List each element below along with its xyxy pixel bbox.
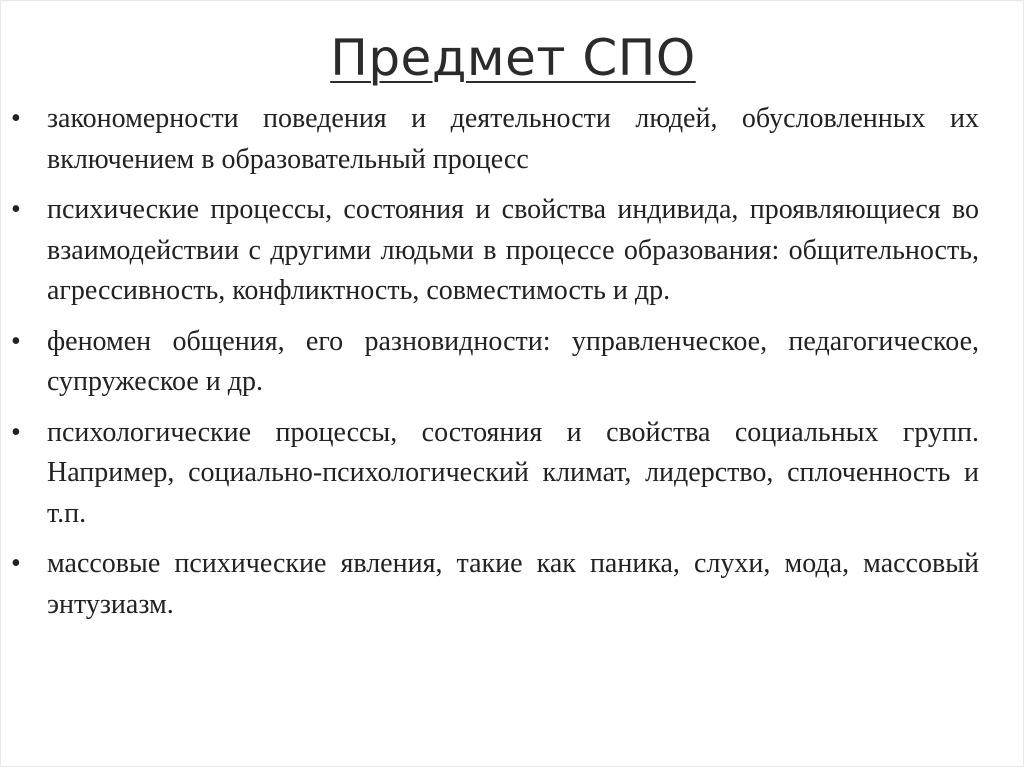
list-item — [11, 99, 979, 180]
bullet-icon: • — [11, 194, 21, 225]
list-item — [11, 190, 979, 312]
bullet-icon: • — [11, 325, 21, 357]
list-item-text: психологические процессы, состояния и свойства социальных групп. Например, социально-психологический климат, лидерство, сплоченность и т.п. — [47, 416, 979, 529]
list-item-text: массовые психические явления, такие как паника, слухи, мода, массовый энтузиазм. — [47, 548, 979, 620]
list-item-text: феномен общения, его разновидности: управленческое, педагогическое, супружеское и др. — [47, 325, 979, 397]
bullet-icon: • — [11, 548, 21, 579]
list-item-text: психические процессы, состояния и свойства индивида, проявляющиеся во взаимодействии с другими людьми в процессе образования: общительность, агрессивность, конфликтность, совместимость и др. — [47, 194, 979, 306]
list-item — [11, 544, 979, 625]
bullet-icon: • — [11, 416, 21, 448]
bullet-icon: • — [11, 103, 21, 134]
list-item — [11, 322, 979, 403]
bullet-list — [11, 99, 979, 635]
list-item — [11, 413, 979, 535]
slide-title: Предмет СПО — [330, 29, 696, 87]
list-item-text: закономерности поведения и деятельности людей, обусловленных их включением в образовательный процесс — [47, 103, 979, 175]
